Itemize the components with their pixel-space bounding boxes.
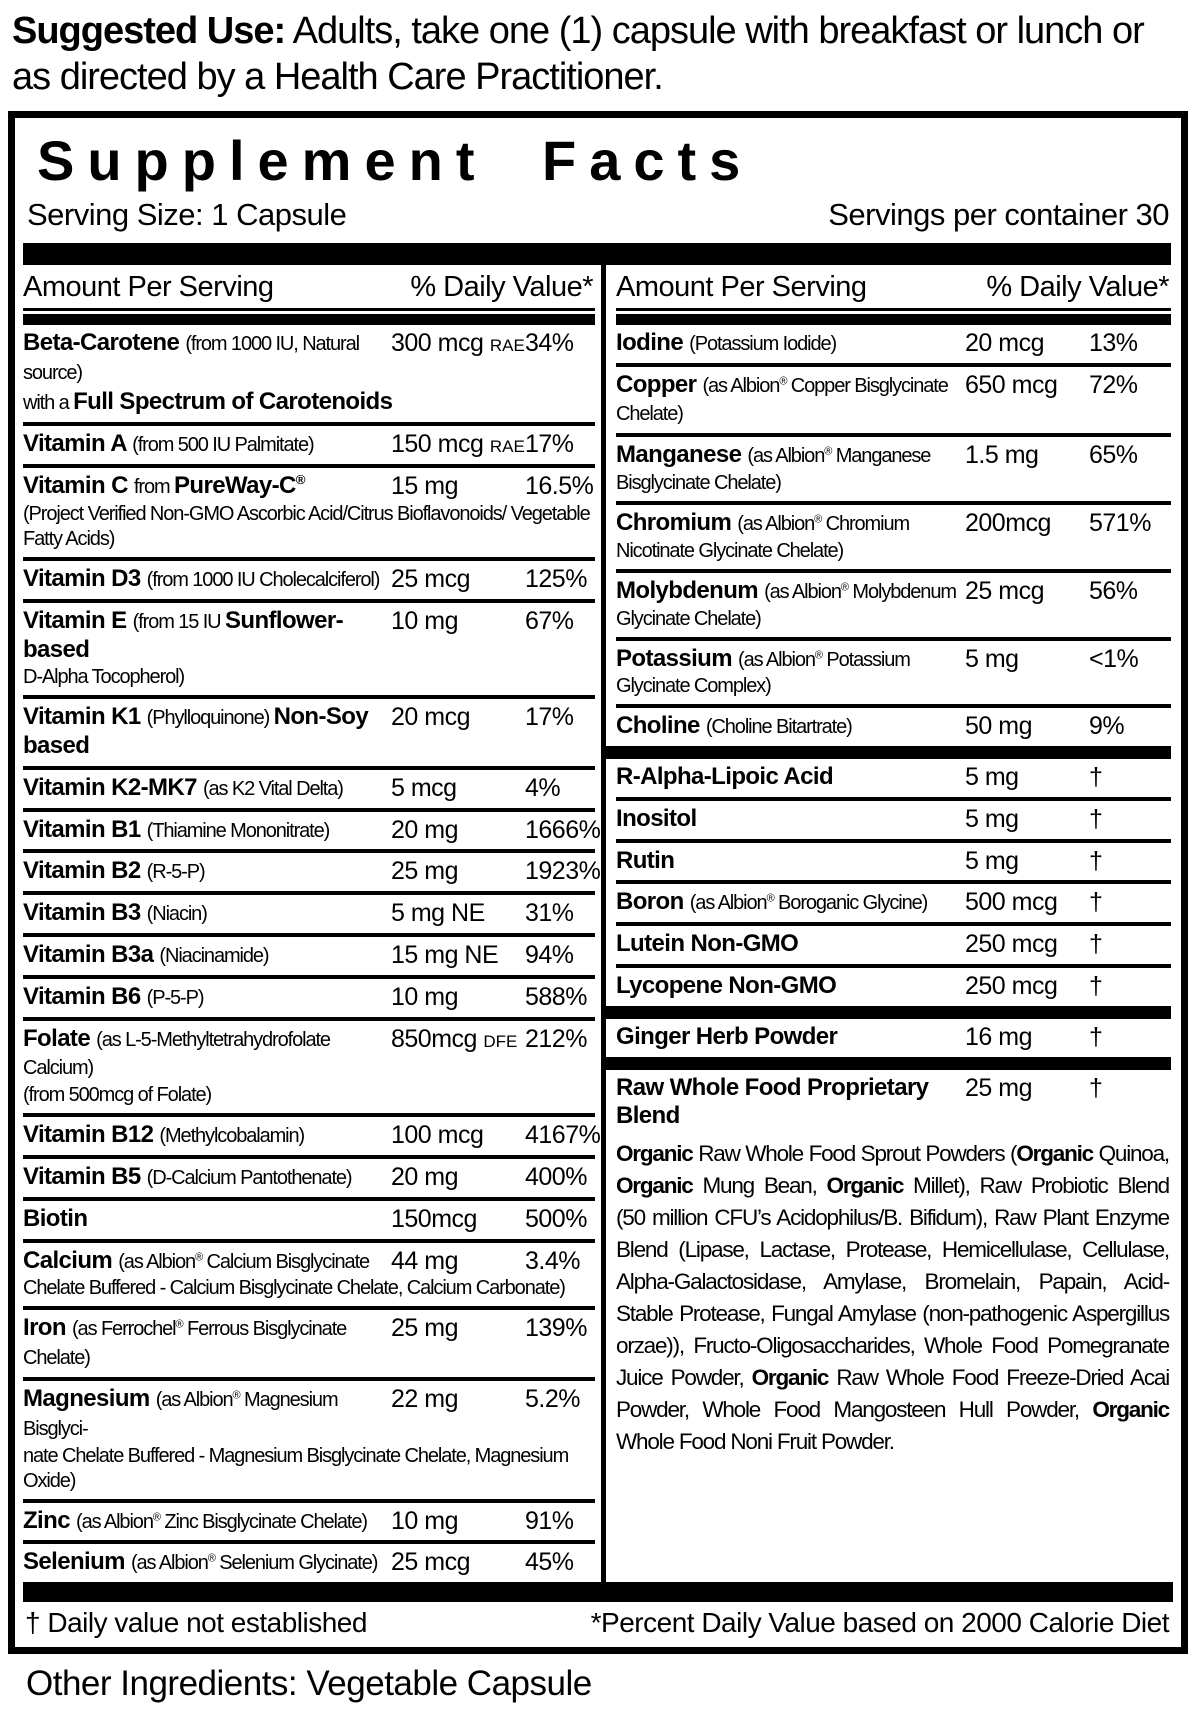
nutrient-name: Copper (as Albion® Copper Bisglycinate Chelate): [616, 370, 948, 426]
nutrient-amount: 250 mcg: [965, 972, 1058, 1001]
nutrient-name: Beta-Carotene (from 1000 IU, Natural source): [23, 328, 359, 384]
nutrient-amount: 5 mg: [965, 763, 1019, 792]
nutrient-row: [23, 808, 601, 850]
nutrient-daily-value: 65%: [1089, 441, 1138, 470]
nutrient-row: [23, 766, 595, 808]
nutrient-daily-value: 17%: [525, 430, 574, 459]
nutrient-daily-value: 4167%: [525, 1121, 601, 1150]
other-ingredients: Other Ingredients: Vegetable Capsule: [26, 1664, 592, 1704]
nutrient-row: [616, 1070, 1171, 1137]
right-column: [601, 265, 1171, 1583]
nutrient-amount: 20 mg: [391, 1163, 458, 1192]
nutrient-daily-value: †: [1089, 972, 1103, 1001]
nutrient-amount: 20 mg: [391, 815, 458, 844]
nutrient-daily-value: 125%: [525, 564, 587, 593]
nutrient-columns: [23, 265, 1171, 1583]
nutrient-name: Vitamin K1 (Phylloquinone) Non-Soy based: [23, 703, 369, 760]
amount-per-serving-label: Amount Per Serving: [23, 270, 274, 303]
nutrient-daily-value: 72%: [1089, 370, 1138, 399]
nutrient-amount: 650 mcg: [965, 370, 1058, 399]
nutrient-name: Vitamin E (from 15 IU Sunflower-based: [23, 606, 343, 663]
nutrient-daily-value: 3.4%: [525, 1246, 580, 1275]
nutrient-daily-value: <1%: [1089, 644, 1139, 673]
nutrient-amount: 5 mg NE: [391, 899, 485, 928]
nutrient-name-continued: (Project Verified Non-GMO Ascorbic Acid/Citrus Bioflavonoids/ Vegetable Fatty Acids): [23, 502, 590, 550]
nutrient-name: Vitamin B6 (P-5-P): [23, 982, 204, 1010]
nutrient-row: [616, 325, 1171, 363]
nutrient-amount: 5 mg: [965, 846, 1019, 875]
nutrient-amount: 5 mcg: [391, 773, 457, 802]
footnote-daily-value: † Daily value not established: [25, 1607, 367, 1639]
nutrient-row: [616, 797, 1171, 839]
nutrient-name: Magnesium (as Albion® Magnesium Bisglyci-: [23, 1385, 338, 1440]
nutrient-name: Vitamin D3 (from 1000 IU Cholecalciferol): [23, 564, 380, 592]
nutrient-name: Zinc (as Albion® Zinc Bisglycinate Chelate): [23, 1506, 367, 1534]
nutrient-row: [23, 1377, 595, 1499]
nutrient-row: [616, 839, 1171, 881]
right-column-header: [616, 265, 1171, 311]
nutrient-daily-value: 16.5%: [525, 472, 594, 501]
nutrient-amount: 1.5 mg: [965, 441, 1039, 470]
footnote-percent-dv: *Percent Daily Value based on 2000 Calorie Diet: [590, 1607, 1169, 1639]
nutrient-row: [23, 1499, 595, 1541]
nutrient-amount: 250 mcg: [965, 930, 1058, 959]
nutrient-row: [616, 569, 1171, 637]
nutrient-name: Vitamin C from PureWay-C®: [23, 472, 305, 500]
nutrient-name-continued: nate Chelate Buffered - Magnesium Bisglycinate Chelate, Magnesium Oxide): [23, 1444, 569, 1492]
nutrient-name: Vitamin B3a (Niacinamide): [23, 941, 269, 969]
nutrient-row: [23, 1155, 595, 1197]
nutrient-daily-value: †: [1089, 1073, 1103, 1102]
left-column: [23, 265, 601, 1583]
footer-divider-bar: [23, 1582, 1173, 1602]
nutrient-row: [23, 695, 595, 766]
section-divider-bar: [606, 1057, 1171, 1070]
nutrient-row: [23, 1197, 595, 1239]
nutrient-name: Vitamin B2 (R-5-P): [23, 857, 205, 885]
nutrient-row: [23, 1540, 595, 1582]
nutrient-row: [23, 975, 595, 1017]
nutrient-amount: 16 mg: [965, 1022, 1032, 1051]
nutrient-amount: 10 mg: [391, 606, 458, 635]
nutrient-daily-value: 9%: [1089, 712, 1125, 741]
nutrient-name: Manganese (as Albion® Manganese: [616, 441, 931, 469]
nutrient-daily-value: 212%: [525, 1024, 587, 1053]
nutrient-amount: 50 mg: [965, 712, 1032, 741]
nutrient-name: Vitamin A (from 500 IU Palmitate): [23, 430, 314, 458]
nutrient-amount: 150mcg: [391, 1204, 477, 1233]
nutrient-name-continued: D-Alpha Tocopherol): [23, 666, 185, 689]
nutrient-name: Boron (as Albion® Boroganic Glycine): [616, 888, 928, 916]
nutrient-amount: 5 mg: [965, 804, 1019, 833]
nutrient-row: [23, 464, 595, 557]
nutrient-name: R-Alpha-Lipoic Acid: [616, 763, 834, 791]
nutrient-row: [616, 1019, 1171, 1057]
nutrient-daily-value: †: [1089, 763, 1103, 792]
nutrient-name: Calcium (as Albion® Calcium Bisglycinate: [23, 1246, 370, 1274]
nutrient-daily-value: 45%: [525, 1548, 574, 1577]
nutrient-row: [23, 325, 595, 423]
nutrient-daily-value: 5.2%: [525, 1385, 580, 1414]
nutrient-name: Folate (as L-5-Methyltetrahydrofolate Calcium): [23, 1024, 330, 1080]
nutrient-amount: 500 mcg: [965, 888, 1058, 917]
amount-per-serving-label: Amount Per Serving: [616, 270, 867, 303]
section-divider-bar: [606, 1006, 1171, 1019]
suggested-use-text: Adults, take one (1) capsule with breakfast or lunch or as directed by a Health Care Practitioner.: [12, 10, 1144, 99]
nutrient-row: [23, 557, 595, 599]
nutrient-daily-value: 571%: [1089, 508, 1151, 537]
nutrient-name: Vitamin B12 (Methylcobalamin): [23, 1121, 305, 1149]
nutrient-row: [616, 433, 1171, 501]
nutrient-daily-value: 91%: [525, 1506, 574, 1535]
section-divider-bar: [606, 746, 1171, 759]
nutrient-amount: 850mcg DFE: [391, 1024, 518, 1053]
nutrient-name: Lycopene Non-GMO: [616, 972, 837, 1000]
nutrient-name: Raw Whole Food Proprietary Blend: [616, 1073, 929, 1130]
nutrient-name: Inositol: [616, 804, 697, 832]
nutrient-daily-value: †: [1089, 1022, 1103, 1051]
header-bar: [616, 314, 1171, 325]
proprietary-blend-description: Organic Raw Whole Food Sprout Powders (Organic Quinoa, Organic Mung Bean, Organic Millet), Raw Probiotic Blend (50 million CFU’s Acidophilus/B. Bifidum), Raw Plant Enzyme Blend (Lipase, Lactase, Protease, Hemicellulase, Cellulase, Alpha-Galactosidase, Amylase, Bromelain, Papain, Acid-Stable Protease, Fungal Amylase (non-pathogenic Aspergillus orzae)), Fructo-Oligosaccharides, Whole Food Pomegranate Juice Powder, Organic Raw Whole Food Freeze-Dried Acai Powder, Whole Food Mangosteen Hull Powder, Organic Whole Food Noni Fruit Powder.: [616, 1141, 1170, 1454]
nutrient-amount: 200mcg: [965, 508, 1051, 537]
servings-per-container: Servings per container 30: [828, 196, 1169, 232]
nutrient-name: Iodine (Potassium Iodide): [616, 328, 837, 356]
daily-value-label: % Daily Value*: [410, 270, 593, 303]
nutrient-daily-value: †: [1089, 930, 1103, 959]
nutrient-row: [616, 880, 1171, 922]
right-rows: [616, 325, 1171, 1137]
nutrient-amount: 44 mg: [391, 1246, 458, 1275]
nutrient-daily-value: 31%: [525, 899, 574, 928]
nutrient-daily-value: 588%: [525, 982, 587, 1011]
daily-value-label: % Daily Value*: [986, 270, 1169, 303]
nutrient-row: [23, 1017, 595, 1114]
nutrient-name: Chromium (as Albion® Chromium: [616, 508, 910, 536]
nutrient-amount: 15 mg NE: [391, 941, 499, 970]
nutrient-daily-value: 1666%: [525, 815, 601, 844]
nutrient-name: Selenium (as Albion® Selenium Glycinate): [23, 1548, 378, 1576]
nutrient-amount: 100 mcg: [391, 1121, 484, 1150]
nutrient-name: Vitamin B3 (Niacin): [23, 899, 207, 927]
nutrient-amount: 25 mcg: [965, 576, 1044, 605]
nutrient-row: [23, 1239, 595, 1307]
nutrient-name: Iron (as Ferrochel® Ferrous Bisglycinate Chelate): [23, 1314, 347, 1370]
nutrient-amount: 22 mg: [391, 1385, 458, 1414]
nutrient-daily-value: 500%: [525, 1204, 587, 1233]
supplement-facts-panel: [8, 111, 1188, 1655]
nutrient-daily-value: 34%: [525, 328, 574, 357]
nutrient-daily-value: 67%: [525, 606, 574, 635]
nutrient-row: [23, 1306, 595, 1377]
nutrient-row: [616, 501, 1171, 569]
suggested-use: [12, 8, 1182, 101]
nutrient-row: [616, 759, 1171, 797]
nutrient-row: [616, 922, 1171, 964]
nutrient-name: Vitamin B1 (Thiamine Mononitrate): [23, 815, 330, 843]
nutrient-daily-value: 17%: [525, 703, 574, 732]
nutrient-row: [616, 363, 1171, 434]
nutrient-daily-value: 13%: [1089, 328, 1138, 357]
header-bar: [23, 314, 595, 325]
panel-title: Supplement Facts: [37, 128, 754, 192]
nutrient-name-continued: Chelate Buffered - Calcium Bisglycinate Chelate, Calcium Carbonate): [23, 1277, 565, 1300]
nutrient-daily-value: 400%: [525, 1163, 587, 1192]
nutrient-name: Vitamin B5 (D-Calcium Pantothenate): [23, 1163, 352, 1191]
nutrient-amount: 25 mg: [391, 1314, 458, 1343]
left-rows: [23, 325, 601, 1583]
nutrient-name-continued: Nicotinate Glycinate Chelate): [616, 539, 844, 562]
nutrient-amount: 150 mcg RAE: [391, 430, 525, 459]
nutrient-name: Molybdenum (as Albion® Molybdenum: [616, 576, 956, 604]
nutrient-amount: 25 mcg: [391, 564, 470, 593]
footnotes: [23, 1602, 1171, 1647]
nutrient-row: [616, 964, 1171, 1006]
serving-size: Serving Size: 1 Capsule: [27, 196, 347, 232]
serving-divider-bar: [23, 243, 1171, 265]
nutrient-name-continued: Glycinate Chelate): [616, 607, 761, 630]
nutrient-amount: 20 mcg: [391, 703, 470, 732]
nutrient-row: [23, 599, 595, 696]
nutrient-name-continued: Glycinate Complex): [616, 675, 771, 698]
nutrient-row: [23, 849, 601, 891]
nutrient-name-continued: Bisglycinate Chelate): [616, 471, 781, 494]
nutrient-amount: 20 mcg: [965, 328, 1044, 357]
nutrient-daily-value: †: [1089, 846, 1103, 875]
nutrient-name-continued: with a Full Spectrum of Carotenoids: [23, 388, 393, 416]
nutrient-name: Lutein Non-GMO: [616, 930, 799, 958]
nutrient-daily-value: 139%: [525, 1314, 587, 1343]
nutrient-daily-value: 94%: [525, 941, 574, 970]
nutrient-row: [23, 1113, 601, 1155]
nutrient-amount: 5 mg: [965, 644, 1019, 673]
nutrient-name: Rutin: [616, 846, 675, 874]
nutrient-row: [23, 891, 595, 933]
nutrient-name: Biotin: [23, 1204, 88, 1232]
nutrient-daily-value: 56%: [1089, 576, 1138, 605]
nutrient-name: Vitamin K2-MK7 (as K2 Vital Delta): [23, 773, 343, 801]
nutrient-amount: 10 mg: [391, 982, 458, 1011]
nutrient-amount: 25 mg: [391, 857, 458, 886]
nutrient-daily-value: †: [1089, 804, 1103, 833]
left-column-header: [23, 265, 595, 311]
nutrient-amount: 10 mg: [391, 1506, 458, 1535]
nutrient-daily-value: 1923%: [525, 857, 601, 886]
nutrient-row: [616, 704, 1171, 746]
suggested-use-label: Suggested Use:: [12, 10, 286, 52]
nutrient-row: [23, 933, 595, 975]
nutrient-daily-value: †: [1089, 888, 1103, 917]
nutrient-name: Ginger Herb Powder: [616, 1022, 838, 1050]
serving-row: [27, 197, 1169, 233]
nutrient-amount: 15 mg: [391, 472, 458, 501]
nutrient-name: Potassium (as Albion® Potassium: [616, 644, 910, 672]
nutrient-row: [616, 637, 1171, 705]
nutrient-name-continued: (from 500mcg of Folate): [23, 1084, 212, 1107]
nutrient-row: [23, 422, 595, 464]
nutrient-amount: 25 mcg: [391, 1548, 470, 1577]
nutrient-name: Choline (Choline Bitartrate): [616, 712, 852, 740]
nutrient-amount: 25 mg: [965, 1073, 1032, 1102]
nutrient-amount: 300 mcg RAE: [391, 328, 525, 357]
nutrient-daily-value: 4%: [525, 773, 561, 802]
